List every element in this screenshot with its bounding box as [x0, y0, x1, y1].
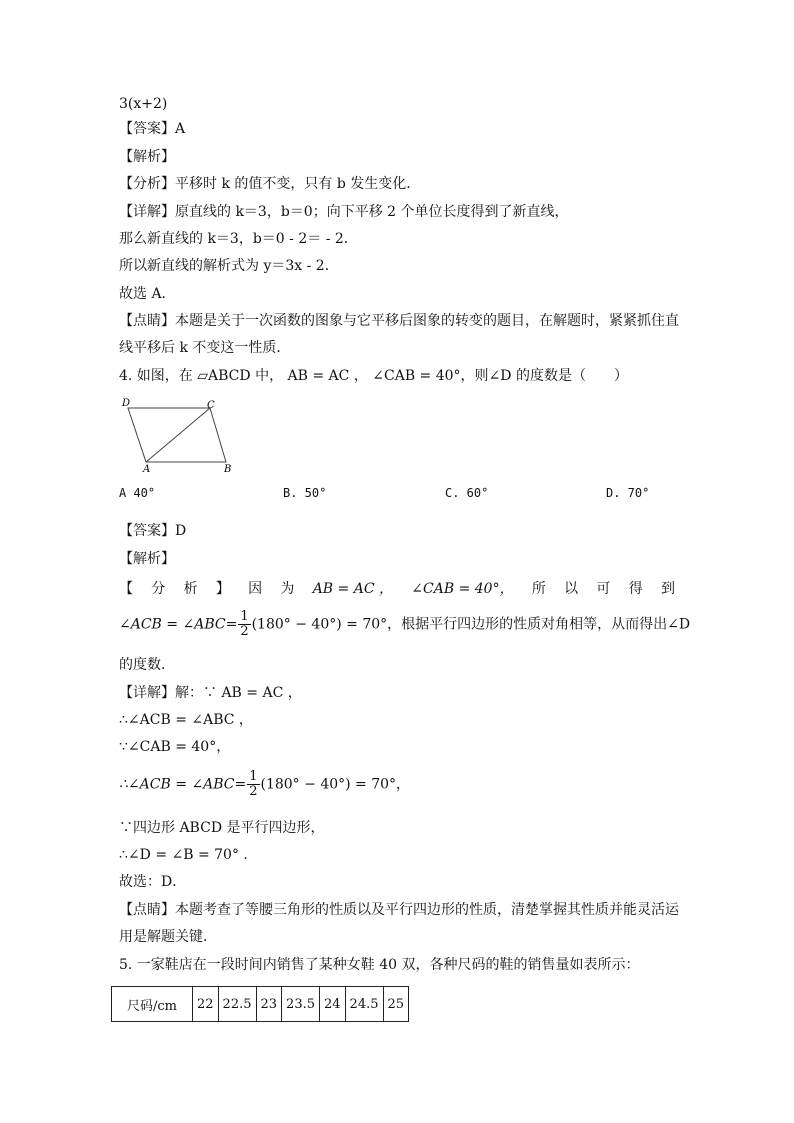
q4-question: 4. 如图，在 ▱ABCD 中， AB = AC ， ∠CAB = 40°，则∠D 的度数是（ ）: [119, 368, 628, 384]
q3-analysis-title: 【解析】: [119, 149, 175, 165]
fraction-denominator: 2: [249, 784, 258, 799]
table-header-cell: 22.5: [218, 987, 256, 1022]
q3-answer: 【答案】A: [119, 121, 186, 137]
q3-detail-2: 那么新直线的 k＝3，b＝0 - 2＝ - 2．: [119, 231, 358, 247]
q4-answer: 【答案】D: [119, 523, 187, 539]
q4-analysis-line-2: [119, 610, 690, 639]
fraction-half: [247, 770, 259, 799]
label-b: B: [224, 464, 232, 475]
diagonal-ac: [146, 408, 210, 462]
q4-detail-4: [119, 770, 410, 799]
parallelogram-abcd: [128, 408, 226, 462]
analysis-word: ∠CAB = 40°，: [411, 581, 514, 597]
q3-detail-3: 所以新直线的解析式为 y＝3x - 2．: [119, 258, 339, 274]
analysis-word: 】: [215, 581, 230, 597]
fraction-half: [238, 610, 250, 639]
equation-right: (180° − 40°) = 70°，根据平行四边形的性质对角相等，从而得出∠D: [251, 616, 691, 633]
parallelogram-figure: [116, 396, 246, 476]
option-a: A 40°: [119, 486, 156, 500]
fraction-numerator: 1: [249, 769, 258, 784]
analysis-word: 以: [564, 581, 579, 597]
q4-detail-1: 【详解】解：∵ AB = AC ，: [119, 685, 302, 701]
table-row: [112, 987, 409, 1022]
q4-detail-5: ∵四边形 ABCD 是平行四边形，: [119, 820, 325, 836]
analysis-word: 得: [628, 581, 643, 597]
q4-comment-1: 【点睛】本题考查了等腰三角形的性质以及平行四边形的性质，清楚掌握其性质并能灵活运: [119, 902, 679, 918]
analysis-word: 到: [660, 581, 675, 597]
q3-comment-2: 线平移后 k 不变这一性质．: [119, 340, 291, 356]
equation-right: (180° − 40°) = 70°，: [260, 776, 411, 793]
analysis-word: 因: [248, 581, 263, 597]
analysis-word: 可: [596, 581, 611, 597]
option-c: C. 60°: [445, 486, 489, 500]
analysis-word: 为: [280, 581, 295, 597]
equation-left: ∠ACB = ∠ABC=: [119, 616, 238, 633]
q5-question: 5. 一家鞋店在一段时间内销售了某种女鞋 40 双，各种尺码的鞋的销售量如表所示：: [119, 957, 640, 973]
table-header-cell: 23.5: [282, 987, 320, 1022]
equation-left: ∴∠ACB = ∠ABC=: [119, 776, 247, 793]
top-expression: 3(x+2): [119, 96, 168, 112]
q4-detail-3: ∵∠CAB = 40°，: [119, 739, 231, 755]
label-d: D: [122, 398, 131, 409]
table-header-cell: 24: [320, 987, 346, 1022]
q4-comment-2: 用是解题关键．: [119, 929, 217, 945]
q3-comment-1: 【点睛】本题是关于一次函数的图象与它平移后图象的转变的题目，在解题时，紧紧抓住直: [119, 313, 679, 329]
table-header-cell: 22: [193, 987, 219, 1022]
q4-analysis-line-1: [119, 578, 675, 598]
table-header-cell: 24.5: [345, 987, 383, 1022]
q3-analysis: 【分析】平移时 k 的值不变，只有 b 发生变化．: [119, 176, 421, 192]
option-b: B. 50°: [283, 486, 327, 500]
label-c: C: [207, 400, 215, 411]
fraction-denominator: 2: [240, 624, 249, 639]
shoe-size-table: [111, 986, 409, 1022]
q4-detail-6: ∴∠D = ∠B = 70° ．: [119, 847, 258, 863]
option-d: D. 70°: [606, 486, 650, 500]
analysis-word: 所: [531, 581, 546, 597]
q4-choose: 故选：D．: [119, 874, 187, 890]
analysis-word: 【: [119, 581, 133, 597]
fraction-numerator: 1: [240, 609, 249, 624]
analysis-word: 分: [151, 581, 166, 597]
q4-analysis-title: 【解析】: [119, 551, 175, 567]
q3-detail-1: 【详解】原直线的 k＝3，b＝0；向下平移 2 个单位长度得到了新直线，: [119, 204, 569, 220]
analysis-word: 析: [183, 581, 198, 597]
q3-choose: 故选 A．: [119, 286, 176, 302]
q4-analysis-line-3: 的度数．: [119, 657, 175, 673]
table-header-cell: 尺码/cm: [112, 987, 193, 1022]
label-a: A: [143, 464, 151, 475]
analysis-word: AB = AC ，: [312, 581, 393, 597]
table-header-cell: 25: [383, 987, 409, 1022]
q4-detail-2: ∴∠ACB = ∠ABC ，: [119, 712, 253, 728]
table-header-cell: 23: [256, 987, 282, 1022]
